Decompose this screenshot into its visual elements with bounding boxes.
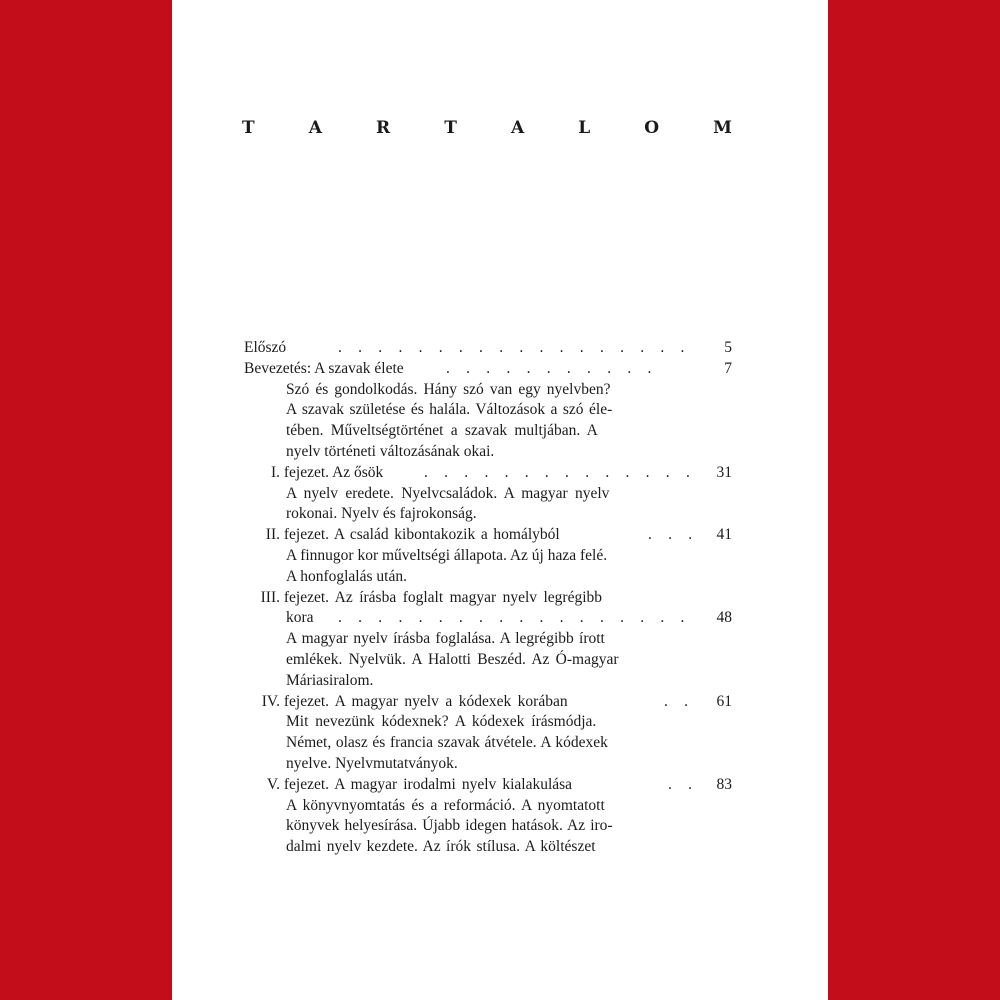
toc-entry-label: fejezet. A család kibontakozik a homályból [283, 526, 560, 544]
toc-entry-label: Előszó [244, 339, 287, 356]
toc-leader-dots: . . . . . . . . . . . . . . . . . . [338, 339, 691, 356]
title-letter: A [510, 118, 525, 138]
toc-entry-chapter-3-continued[interactable] [244, 608, 732, 629]
title-letter: R [376, 118, 391, 138]
title-letter: O [644, 118, 660, 138]
title-letter: T [242, 118, 255, 138]
toc-entry-label: fejezet. Az ősök [283, 463, 384, 481]
chapter-number: II. [265, 526, 280, 544]
toc-entry-chapter-2[interactable] [244, 525, 732, 546]
toc-entry-description [244, 484, 732, 526]
toc-entry-description [244, 380, 732, 463]
toc-entry-label: fejezet. A magyar irodalmi nyelv kialakulása [283, 775, 573, 793]
toc-page-number: 48 [716, 609, 732, 627]
description-line: Német, olasz és francia szavak átvétele. A kódexek [286, 734, 608, 752]
description-line: A honfoglalás után. [286, 567, 407, 585]
toc-entry-chapter-3[interactable] [244, 588, 732, 609]
toc-entry-label-continued: kora [286, 609, 314, 627]
toc-entry-description [244, 546, 732, 588]
toc-entry-chapter-5[interactable] [244, 775, 732, 796]
description-line: Máriasiralom. [286, 671, 374, 689]
toc-page-number: 7 [724, 359, 732, 377]
description-line: A szavak születése és halála. Változások a szó éle- [286, 401, 613, 419]
page-title [242, 118, 732, 138]
book-page [172, 0, 828, 1000]
description-line: A finnugor kor műveltségi állapota. Az új haza felé. [286, 546, 608, 564]
chapter-number: I. [270, 463, 280, 481]
toc-page-number: 5 [724, 339, 732, 356]
toc-leader-dots: . . [668, 775, 699, 793]
toc-entry-description [244, 629, 732, 691]
toc-entry-label: fejezet. Az írásba foglalt magyar nyelv legrégibb [283, 588, 603, 606]
toc-page-number: 41 [716, 526, 732, 544]
title-letter: L [578, 118, 591, 138]
title-letter: T [444, 118, 457, 138]
description-line: tében. Műveltségtörténet a szavak multjában. A [286, 422, 598, 440]
description-line: emlékek. Nyelvük. A Halotti Beszéd. Az Ó-magyar [286, 650, 619, 668]
toc-entry-description [244, 796, 732, 858]
description-line: nyelve. Nyelvmutatványok. [286, 754, 458, 772]
title-letter: M [713, 118, 732, 138]
description-line: Szó és gondolkodás. Hány szó van egy nyelvben? [286, 380, 611, 398]
description-line: dalmi nyelv kezdete. Az írók stílusa. A költészet [286, 838, 596, 856]
description-line: nyelv történeti változásának okai. [286, 442, 495, 460]
toc-entry-chapter-4[interactable] [244, 692, 732, 713]
toc-entry-foreword[interactable] [244, 338, 732, 359]
toc-entry-description [244, 712, 732, 774]
toc-page-number: 83 [716, 775, 732, 793]
description-line: rokonai. Nyelv és fajrokonság. [286, 505, 477, 523]
toc-leader-dots: . . [664, 692, 695, 710]
chapter-number: III. [260, 588, 280, 606]
toc-entry-chapter-1[interactable] [244, 463, 732, 484]
toc-entry-label: fejezet. A magyar nyelv a kódexek korában [283, 692, 568, 710]
description-line: könyvek helyesírása. Újabb idegen hatások. Az iro- [286, 817, 613, 835]
toc-leader-dots: . . . . . . . . . . . . . . [424, 463, 697, 481]
title-letter: A [308, 118, 322, 138]
description-line: A magyar nyelv írásba foglalása. A legrégibb írott [286, 630, 605, 648]
toc-leader-dots: . . . . . . . . . . . [446, 359, 658, 377]
toc-entry-introduction[interactable] [244, 359, 732, 380]
table-of-contents [244, 338, 732, 858]
chapter-number: V. [266, 775, 280, 793]
toc-leader-dots: . . . [648, 526, 699, 544]
toc-leader-dots: . . . . . . . . . . . . . . . . . . [338, 609, 691, 627]
toc-page-number: 31 [716, 463, 732, 481]
toc-page-number: 61 [716, 692, 732, 710]
toc-entry-label: Bevezetés: A szavak élete [244, 359, 404, 377]
description-line: A könyvnyomtatás és a reformáció. A nyomtatott [286, 796, 605, 814]
chapter-number: IV. [261, 692, 280, 710]
description-line: A nyelv eredete. Nyelvcsaládok. A magyar nyelv [286, 484, 610, 502]
description-line: Mit nevezünk kódexnek? A kódexek írásmódja. [286, 713, 597, 731]
